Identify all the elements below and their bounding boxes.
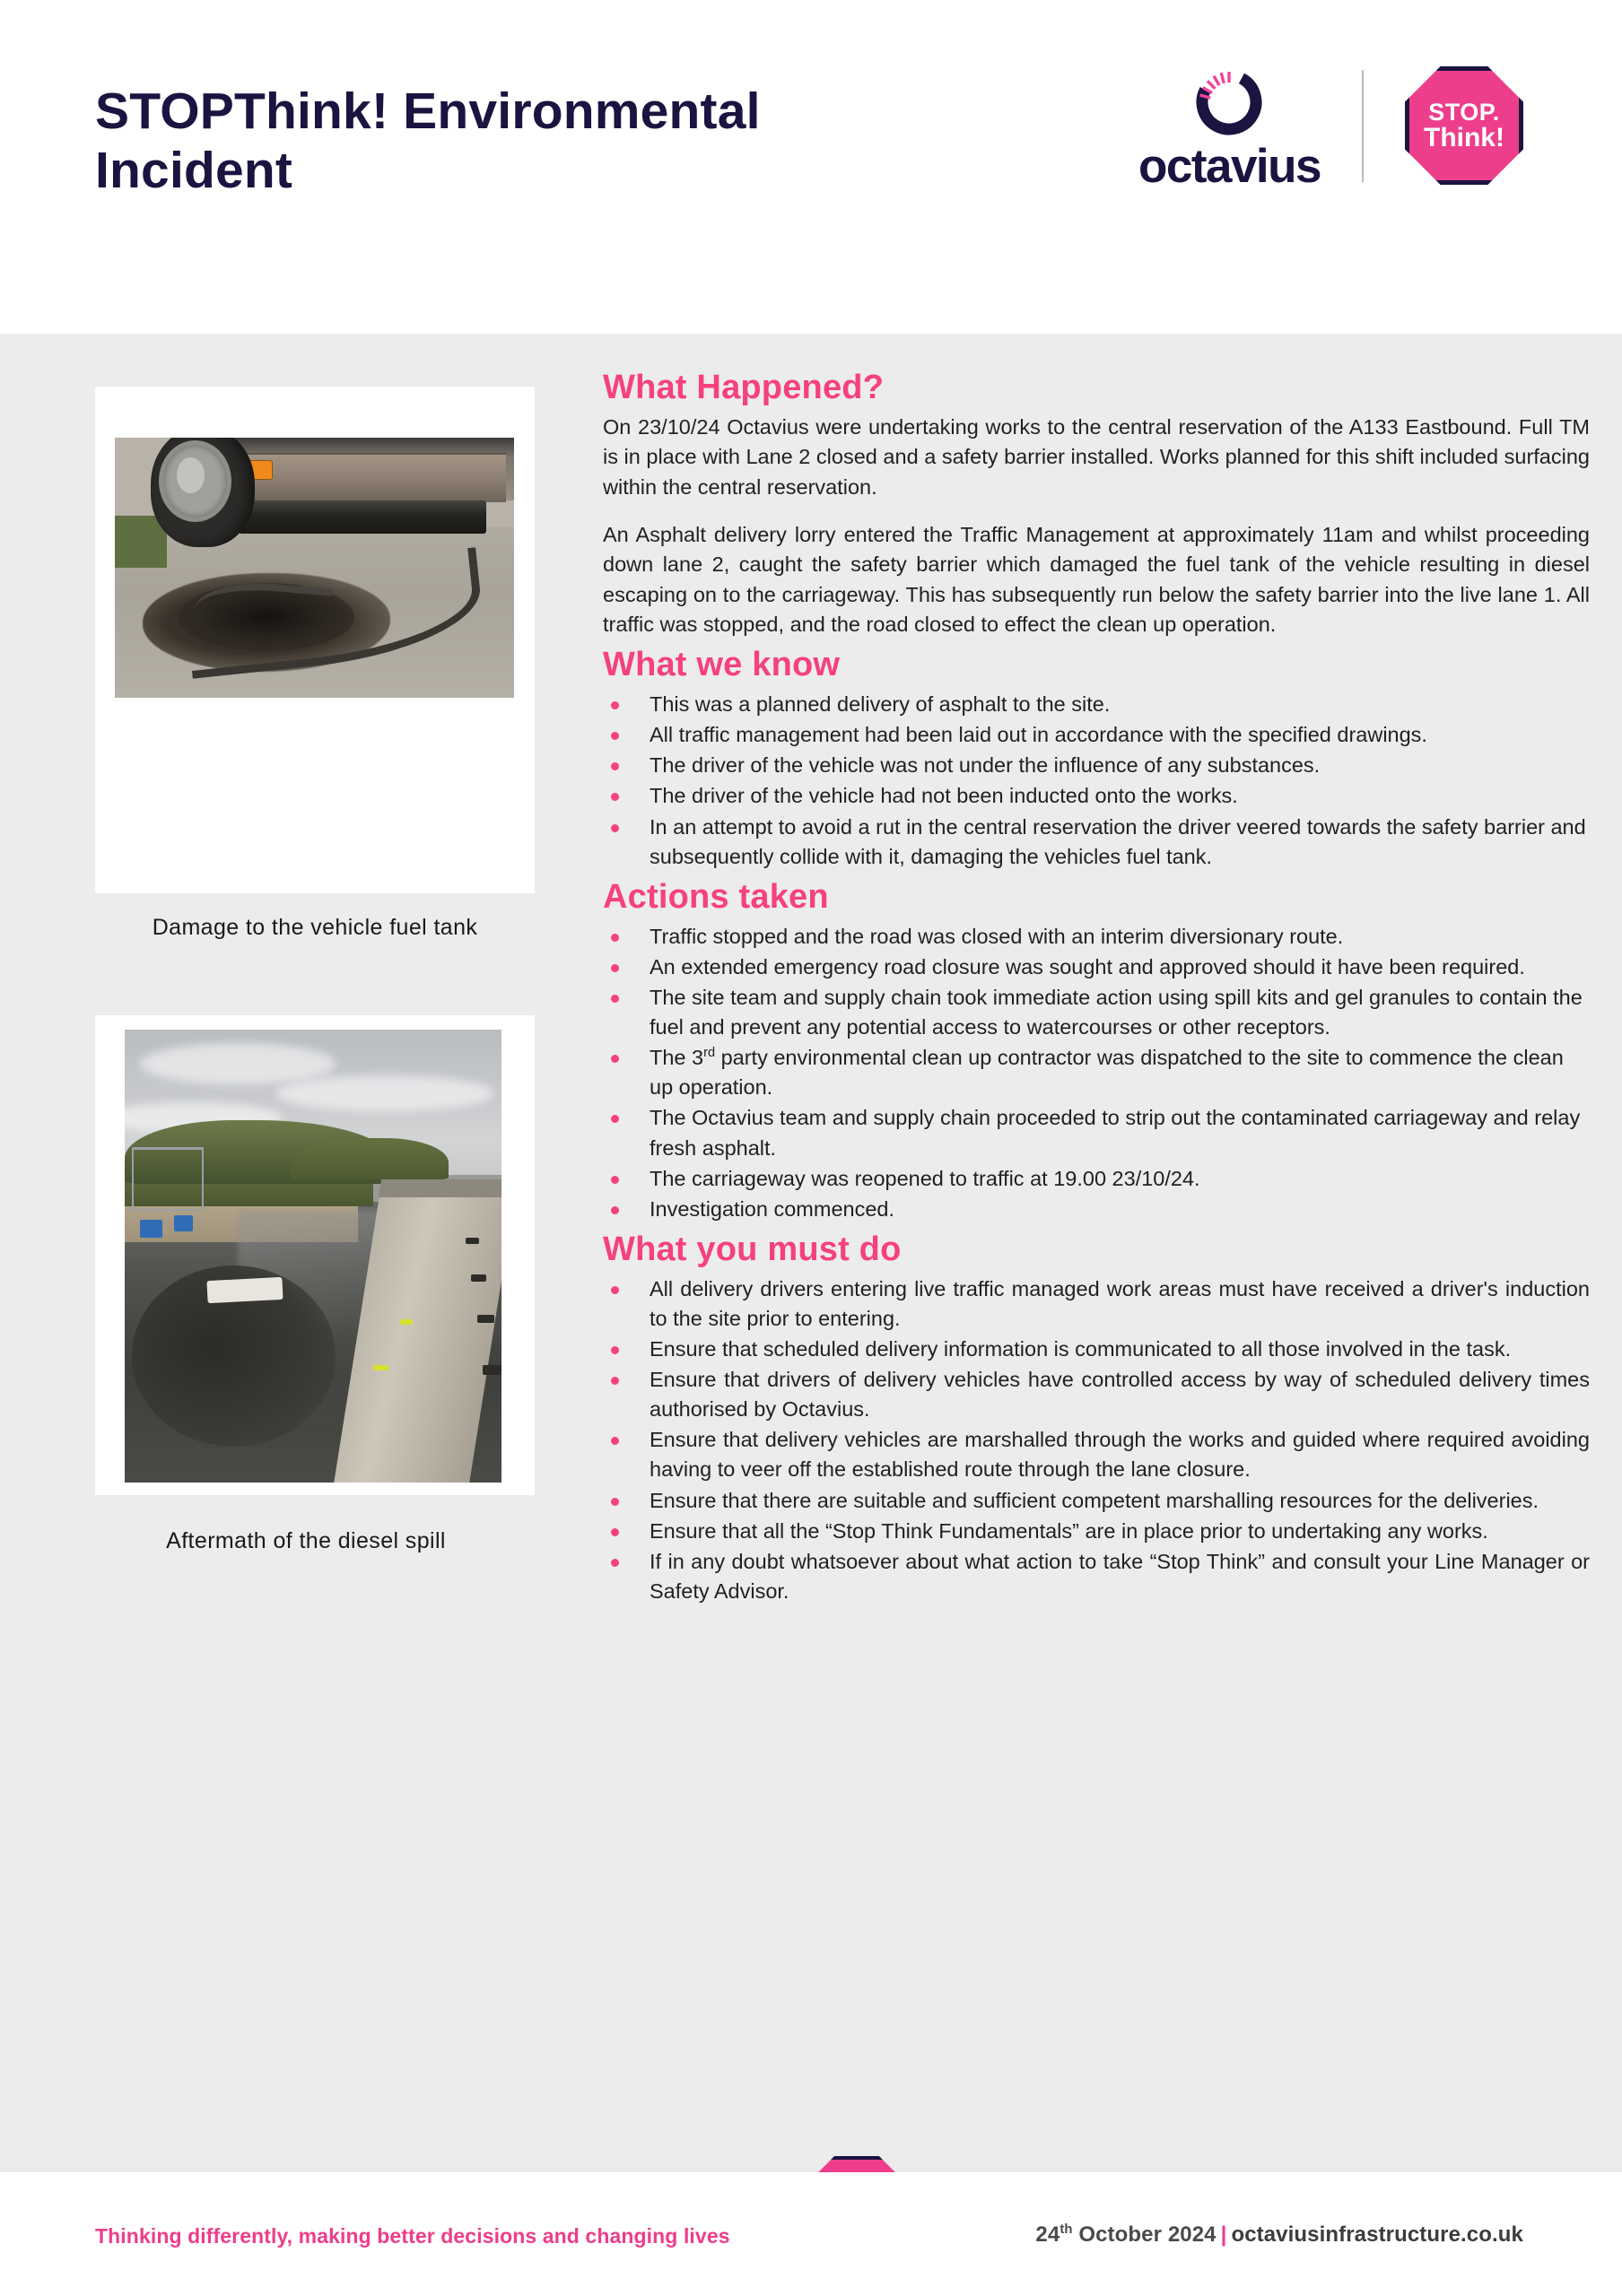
photo-caption-diesel-spill: Aftermath of the diesel spill	[166, 1528, 446, 1553]
footer-separator: |	[1220, 2222, 1227, 2247]
sticker-think-text: Think!	[836, 2199, 877, 2215]
what-you-must-do-list	[603, 1274, 1590, 1606]
section-heading-what-you-must-do: What you must do	[603, 1230, 902, 1268]
footer-date-ordinal: th	[1060, 2222, 1073, 2237]
what-we-know-list	[603, 690, 1590, 872]
section-heading-what-we-know: What we know	[603, 646, 841, 684]
octavius-ring-icon	[1190, 62, 1268, 139]
list-item: If in any doubt whatsoever about what action to take “Stop Think” and consult your Line Manager or Safety Advisor.	[603, 1547, 1590, 1606]
list-item: An extended emergency road closure was sought and approved should it have been required.	[603, 952, 1590, 982]
list-item: Investigation commenced.	[603, 1195, 1590, 1224]
what-happened-paragraph-1: On 23/10/24 Octavius were undertaking works to the central reservation of the A133 Eastbound. Full TM is in place with Lane 2 closed and a safety barrier installed. Works planned for this shift included surfacing within the central reservation.	[603, 414, 1590, 499]
photo-frame-fuel-tank	[95, 387, 535, 893]
list-item: Ensure that scheduled delivery information is communicated to all those involved in the task.	[603, 1335, 1590, 1364]
list-item: This was a planned delivery of asphalt to the site.	[603, 690, 1590, 719]
footer-date-number: 24	[1035, 2222, 1060, 2247]
footer-tagline: Thinking differently, making better decisions and changing lives	[95, 2224, 730, 2248]
section-what-we-know	[603, 647, 1590, 872]
list-item: In an attempt to avoid a rut in the central reservation the driver veered towards the safety barrier and subsequently collide with it, damaging the vehicles fuel tank.	[603, 813, 1590, 872]
sticker-subtitle: It's OK to speak up and stop work if you have concerns.	[815, 2219, 898, 2235]
what-happened-paragraph-2: An Asphalt delivery lorry entered the Traffic Management at approximately 11am and whilst proceeding down lane 2, caught the safety barrier which damaged the fuel tank of the vehicle resulting in diesel escaping on to the carriageway. This has subsequently run below the safety barrier into the live lane 1. All traffic was stopped, and the road closed to effect the clean up operation.	[603, 522, 1590, 636]
footer-website-url[interactable]: octaviusinfrastructure.co.uk	[1231, 2222, 1523, 2247]
octavius-wordmark: octavius	[1138, 139, 1321, 193]
footer-date-rest: October 2024	[1072, 2222, 1216, 2247]
section-heading-actions-taken: Actions taken	[603, 877, 829, 916]
ordinal-rest: party environmental clean up contractor was dispatched to the site to commence the clean up operation.	[650, 1046, 1564, 1100]
page-header	[0, 0, 1622, 334]
list-item: The driver of the vehicle was not under the influence of any substances.	[603, 751, 1590, 780]
incident-content	[603, 370, 1590, 1613]
photo-fuel-tank-damage	[115, 438, 514, 698]
section-what-happened	[603, 370, 1590, 639]
list-item: The driver of the vehicle had not been inducted onto the works.	[603, 781, 1590, 811]
list-item: The site team and supply chain took immediate action using spill kits and gel granules to contain the fuel and prevent any potential access to watercourses or other receptors.	[603, 983, 1590, 1042]
badge-stop-text: STOP.	[1428, 98, 1500, 126]
sticker-stop-text: STOP.	[838, 2187, 876, 2202]
header-logos	[985, 49, 1523, 202]
stop-think-sticker	[801, 2156, 912, 2267]
list-item: The Octavius team and supply chain proceeded to strip out the contaminated carriageway and relay fresh asphalt.	[603, 1103, 1590, 1162]
ordinal-prefix: The 3	[650, 1046, 704, 1070]
ordinal-suffix: rd	[703, 1046, 716, 1061]
photo-diesel-spill-aftermath	[125, 1030, 501, 1483]
section-heading-what-happened: What Happened?	[603, 369, 885, 406]
photo-caption-fuel-tank: Damage to the vehicle fuel tank	[152, 915, 478, 940]
badge-think-text: Think!	[1424, 122, 1504, 152]
list-item: Ensure that all the “Stop Think Fundamentals” are in place prior to undertaking any works.	[603, 1517, 1590, 1546]
octavius-logo	[1138, 62, 1362, 193]
list-item: Ensure that delivery vehicles are marshalled through the works and guided where required avoiding having to veer off the established route through the lane closure.	[603, 1425, 1590, 1484]
section-what-you-must-do	[603, 1231, 1590, 1606]
list-item: The carriageway was reopened to traffic at 19.00 23/10/24.	[603, 1164, 1590, 1194]
actions-taken-list	[603, 922, 1590, 1224]
page-title: STOPThink! Environmental Incident	[95, 83, 761, 199]
logo-divider	[1362, 70, 1364, 182]
list-item: Ensure that there are suitable and sufficient competent marshalling resources for the deliveries.	[603, 1486, 1590, 1516]
list-item: All traffic management had been laid out in accordance with the specified drawings.	[603, 720, 1590, 750]
list-item: Traffic stopped and the road was closed with an interim diversionary route.	[603, 922, 1590, 952]
section-actions-taken	[603, 879, 1590, 1224]
photo-frame-diesel-spill	[95, 1015, 535, 1495]
list-item: All delivery drivers entering live traffic managed work areas must have received a driver's induction to the site prior to entering.	[603, 1274, 1590, 1334]
list-item	[603, 1043, 1590, 1102]
list-item: Ensure that drivers of delivery vehicles have controlled access by way of scheduled delivery times authorised by Octavius.	[603, 1365, 1590, 1424]
stop-think-logo	[1405, 66, 1523, 185]
footer-meta	[1035, 2222, 1523, 2248]
